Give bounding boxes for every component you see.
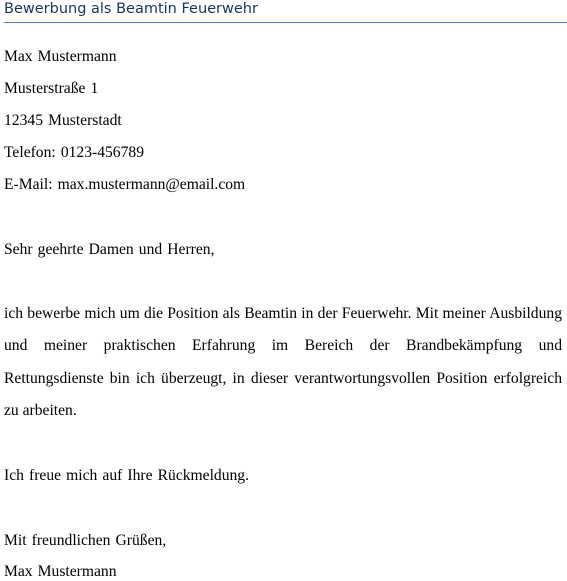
signature: Max Mustermann [4, 563, 117, 580]
sender-city: 12345 Musterstadt [4, 112, 122, 129]
salutation: Sehr geehrte Damen und Herren, [4, 241, 215, 258]
sender-name: Max Mustermann [4, 48, 117, 65]
regards: Mit freundlichen Grüßen, [4, 532, 167, 549]
closing-line: Ich freue mich auf Ihre Rückmeldung. [4, 467, 250, 484]
sender-email: E-Mail: max.mustermann@email.com [4, 176, 246, 193]
sender-phone: Telefon: 0123-456789 [4, 144, 144, 161]
sender-street: Musterstraße 1 [4, 80, 99, 97]
letter-body: ich bewerbe mich um die Position als Beamtin in der Feuerwehr. Mit meiner Ausbildung und meiner praktischen Erfahrung im Bereich der Brandbekämpfung und Rettungsdienste bin ich überzeugt, in dieser verantwortungsvollen Position erfolgreich zu arbeiten. [4, 305, 562, 419]
document-header [4, 0, 567, 23]
document-title: Bewerbung als Beamtin Feuerwehr [4, 1, 258, 17]
